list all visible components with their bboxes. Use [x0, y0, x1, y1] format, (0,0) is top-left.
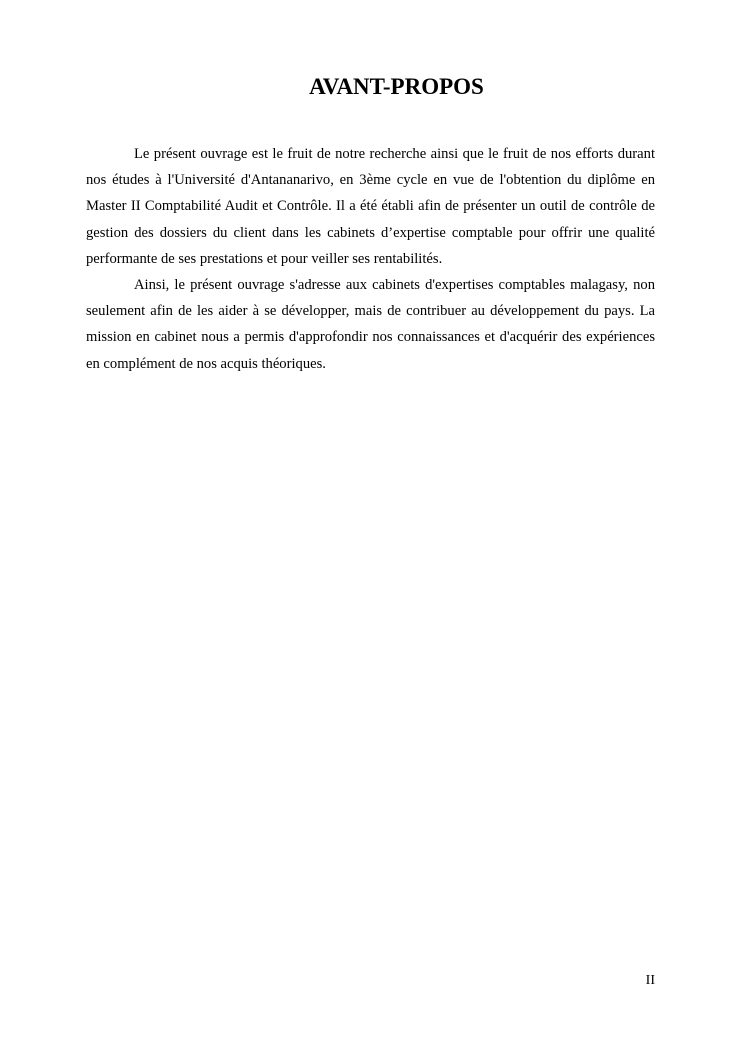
page-number: II — [645, 973, 655, 988]
paragraph-1: Le présent ouvrage est le fruit de notre recherche ainsi que le fruit de nos efforts durant nos études à l'Université d'Antananarivo, en 3ème cycle en vue de l'obtention du diplôme en Master II Comptabilité Audit et Contrôle. Il a été établi afin de présenter un outil de contrôle de gestion des dossiers du client dans les cabinets d’expertise comptable pour offrir une qualité performante de ses prestations et pour veiller ses rentabilités. — [86, 146, 655, 267]
body-text — [86, 141, 655, 377]
paragraph-2: Ainsi, le présent ouvrage s'adresse aux cabinets d'expertises comptables malagasy, non seulement afin de les aider à se développer, mais de contribuer au développement du pays. La mission en cabinet nous a permis d'approfondir nos connaissances et d'acquérir des expériences en complément de nos acquis théoriques. — [86, 277, 655, 372]
page-title: AVANT-PROPOS — [309, 74, 484, 99]
